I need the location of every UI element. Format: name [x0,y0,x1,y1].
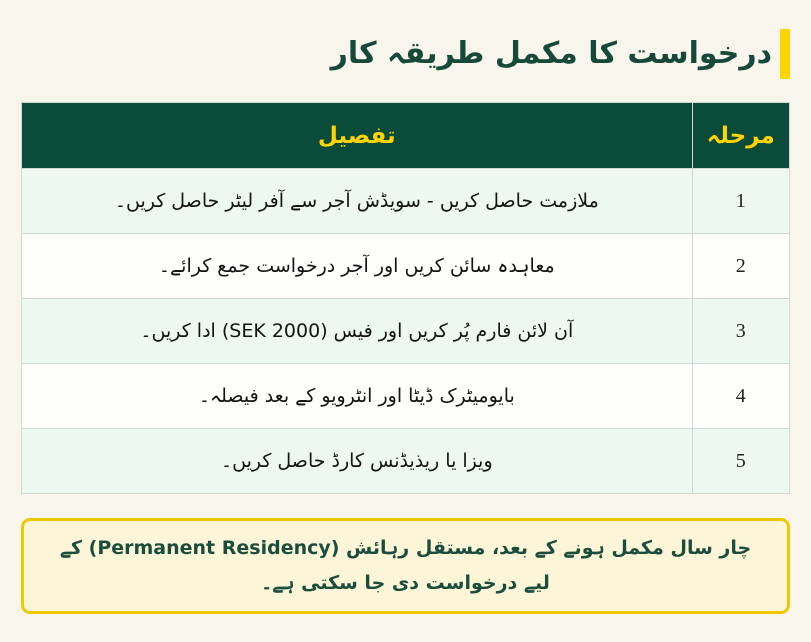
table-header [22,103,790,169]
page-title: درخواست کا مکمل طریقہ کار [330,36,772,71]
row-3-detail: آن لائن فارم پُر کریں اور فیس (SEK 2000) ادا کریں۔ [22,299,693,364]
row-3-step: 3 [692,299,789,364]
row-4-step: 4 [692,364,789,429]
row-5-step: 5 [692,429,789,494]
table-row [22,169,790,234]
procedure-table [21,102,790,494]
row-1-step: 1 [692,169,789,234]
title-accent-bar [780,29,790,79]
table-row [22,299,790,364]
note-box [21,518,790,614]
column-header-step: مرحلہ [692,103,789,169]
title-section [21,26,790,82]
row-2-step: 2 [692,234,789,299]
header-row [22,103,790,169]
row-1-detail: ملازمت حاصل کریں - سویڈش آجر سے آفر لیٹر حاصل کریں۔ [22,169,693,234]
table-row [22,364,790,429]
table-body [22,169,790,494]
row-4-detail: بایومیٹرک ڈیٹا اور انٹرویو کے بعد فیصلہ۔ [22,364,693,429]
row-5-detail: ویزا یا ریذیڈنس کارڈ حاصل کریں۔ [22,429,693,494]
row-2-detail: معاہدہ سائن کریں اور آجر درخواست جمع کرائے۔ [22,234,693,299]
column-header-detail: تفصیل [22,103,693,169]
table-row [22,234,790,299]
note-text: چار سال مکمل ہونے کے بعد، مستقل رہائش (Permanent Residency) کے لیے درخواست دی جا سکتی ہے۔ [59,537,752,595]
table-row [22,429,790,494]
